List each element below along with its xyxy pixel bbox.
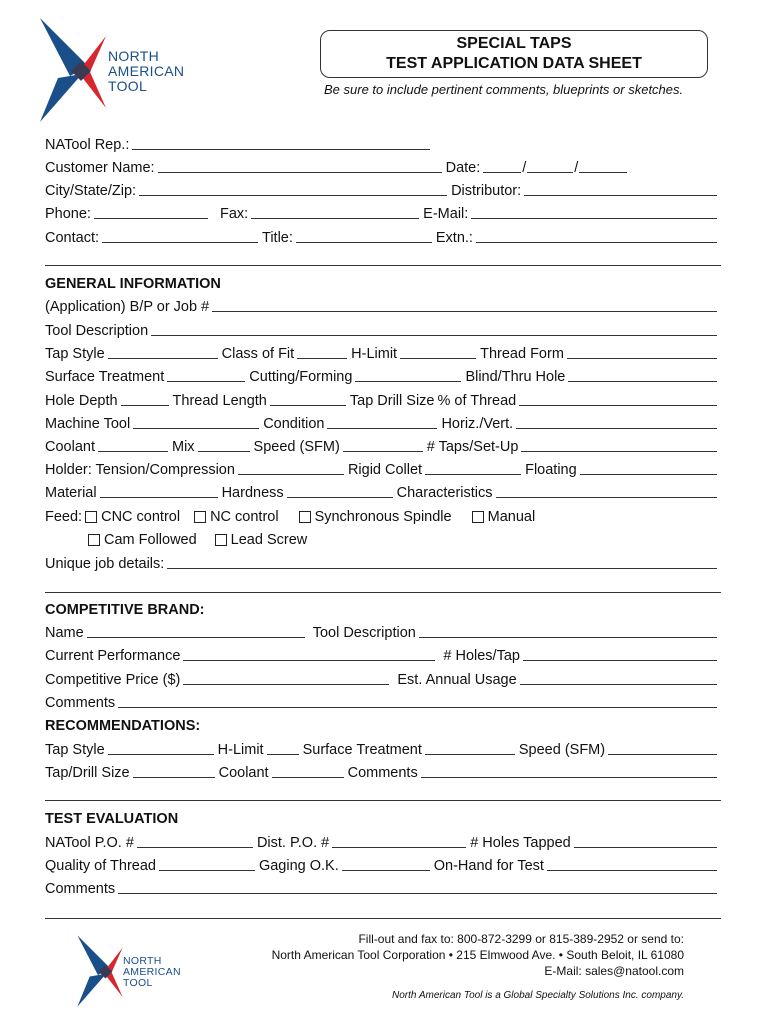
surface-treatment-field[interactable] bbox=[167, 367, 245, 382]
customer-name-field[interactable] bbox=[158, 158, 442, 173]
feed-label: Feed: bbox=[45, 509, 83, 525]
divider bbox=[45, 265, 721, 266]
date-sep1: / bbox=[522, 160, 527, 176]
title-label: Title: bbox=[262, 230, 293, 246]
email-label: E-Mail: bbox=[423, 206, 469, 222]
rec-comments-field[interactable] bbox=[421, 763, 717, 778]
holder-label: Holder: Tension/Compression bbox=[45, 462, 235, 478]
thread-form-label: Thread Form bbox=[480, 346, 564, 362]
row-natool-rep bbox=[45, 134, 721, 154]
customer-name-label: Customer Name: bbox=[45, 160, 155, 176]
hole-depth-field[interactable] bbox=[121, 391, 169, 406]
quality-of-thread-label: Quality of Thread bbox=[45, 858, 156, 874]
characteristics-field[interactable] bbox=[496, 483, 717, 498]
row-feed bbox=[45, 506, 721, 526]
page-title-line1: SPECIAL TAPS bbox=[456, 35, 572, 52]
tool-description-field[interactable] bbox=[151, 321, 717, 336]
general-info-heading: GENERAL INFORMATION bbox=[45, 276, 221, 292]
taps-setup-label: # Taps/Set-Up bbox=[426, 439, 519, 455]
cnc-label: CNC control bbox=[101, 509, 181, 525]
feed-option-nc[interactable] bbox=[194, 508, 279, 526]
hardness-label: Hardness bbox=[221, 485, 284, 501]
pct-thread-field[interactable] bbox=[519, 391, 717, 406]
rigid-collet-field[interactable] bbox=[425, 460, 521, 475]
row-comp-name bbox=[45, 622, 721, 642]
manual-checkbox[interactable] bbox=[472, 511, 484, 523]
comp-comments-label: Comments bbox=[45, 695, 116, 711]
hardness-field[interactable] bbox=[287, 483, 393, 498]
row-rec-tap-style bbox=[45, 739, 721, 759]
row-unique-job bbox=[45, 553, 721, 573]
row-rec-tap-drill bbox=[45, 762, 721, 782]
holes-per-tap-label: # Holes/Tap bbox=[443, 648, 520, 664]
natool-po-field[interactable] bbox=[137, 833, 253, 848]
speed-sfm-label: Speed (SFM) bbox=[253, 439, 340, 455]
email-field[interactable] bbox=[471, 204, 717, 219]
fax-label: Fax: bbox=[219, 206, 249, 222]
rec-h-limit-field[interactable] bbox=[267, 740, 299, 755]
h-limit-label: H-Limit bbox=[351, 346, 398, 362]
rec-comments-label: Comments bbox=[347, 765, 418, 781]
floating-label: Floating bbox=[525, 462, 577, 478]
row-competitive-price bbox=[45, 669, 721, 689]
footer-tagline: North American Tool is a Global Specialty Solutions Inc. company. bbox=[392, 990, 684, 1001]
logo-line3: TOOL bbox=[108, 78, 148, 94]
divider bbox=[45, 800, 721, 801]
floating-field[interactable] bbox=[580, 460, 717, 475]
mix-label: Mix bbox=[171, 439, 195, 455]
cutting-forming-field[interactable] bbox=[355, 367, 461, 382]
comp-comments-field[interactable] bbox=[118, 693, 717, 708]
natool-rep-field[interactable] bbox=[132, 135, 430, 150]
blind-thru-label: Blind/Thru Hole bbox=[465, 369, 566, 385]
divider bbox=[45, 592, 721, 593]
row-quality bbox=[45, 855, 721, 875]
row-tap-style bbox=[45, 343, 721, 363]
class-of-fit-label: Class of Fit bbox=[221, 346, 295, 362]
extn-field[interactable] bbox=[476, 228, 717, 243]
distributor-field[interactable] bbox=[524, 181, 717, 196]
date-day-field[interactable] bbox=[527, 158, 573, 173]
coolant-field[interactable] bbox=[98, 437, 168, 452]
tap-drill-size-label: Tap Drill Size bbox=[349, 393, 435, 409]
city-state-zip-label: City/State/Zip: bbox=[45, 183, 137, 199]
est-annual-usage-label: Est. Annual Usage bbox=[397, 672, 517, 688]
cam-checkbox[interactable] bbox=[88, 534, 100, 546]
extn-label: Extn.: bbox=[435, 230, 473, 246]
footer-line2: North American Tool Corporation • 215 Elmwood Ave. • South Beloit, IL 61080 bbox=[271, 948, 684, 962]
distributor-label: Distributor: bbox=[451, 183, 522, 199]
gaging-ok-label: Gaging O.K. bbox=[258, 858, 339, 874]
tool-description-label: Tool Description bbox=[45, 323, 149, 339]
divider bbox=[45, 918, 721, 919]
city-state-zip-field[interactable] bbox=[139, 181, 447, 196]
feed-option-cnc[interactable] bbox=[85, 508, 180, 526]
holes-tapped-field[interactable] bbox=[574, 833, 717, 848]
title-field[interactable] bbox=[296, 228, 432, 243]
dist-po-field[interactable] bbox=[332, 833, 466, 848]
footer-line1: Fill-out and fax to: 800-872-3299 or 815-389-2952 or send to: bbox=[358, 932, 684, 946]
comp-tool-description-label: Tool Description bbox=[312, 625, 416, 641]
row-machine-tool bbox=[45, 413, 721, 433]
est-annual-usage-field[interactable] bbox=[520, 670, 717, 685]
recommendations-heading: RECOMMENDATIONS: bbox=[45, 718, 201, 734]
machine-tool-label: Machine Tool bbox=[45, 416, 131, 432]
test-comments-field[interactable] bbox=[118, 879, 717, 894]
cutting-forming-label: Cutting/Forming bbox=[249, 369, 353, 385]
rec-surface-treatment-field[interactable] bbox=[425, 740, 515, 755]
row-hole-depth bbox=[45, 390, 721, 410]
horiz-vert-field[interactable] bbox=[516, 414, 717, 429]
rec-coolant-field[interactable] bbox=[272, 763, 344, 778]
rec-tap-style-label: Tap Style bbox=[45, 742, 105, 758]
manual-label: Manual bbox=[487, 509, 536, 525]
cam-label: Cam Followed bbox=[104, 532, 197, 548]
on-hand-field[interactable] bbox=[547, 856, 717, 871]
rec-tap-drill-field[interactable] bbox=[133, 763, 215, 778]
footer-contact bbox=[272, 931, 684, 979]
feed-option-lead-screw[interactable] bbox=[215, 531, 308, 549]
thread-length-label: Thread Length bbox=[172, 393, 267, 409]
gaging-ok-field[interactable] bbox=[342, 856, 430, 871]
footer-line3: E-Mail: sales@natool.com bbox=[544, 964, 684, 978]
current-performance-field[interactable] bbox=[183, 646, 435, 661]
machine-tool-field[interactable] bbox=[133, 414, 259, 429]
competitive-price-field[interactable] bbox=[183, 670, 389, 685]
application-field[interactable] bbox=[212, 297, 717, 312]
competitive-price-label: Competitive Price ($) bbox=[45, 672, 181, 688]
condition-field[interactable] bbox=[327, 414, 437, 429]
phone-label: Phone: bbox=[45, 206, 91, 222]
synchronous-label: Synchronous Spindle bbox=[314, 509, 452, 525]
date-label: Date: bbox=[445, 160, 481, 176]
page-title-line2: TEST APPLICATION DATA SHEET bbox=[386, 55, 642, 72]
row-material bbox=[45, 482, 721, 502]
rec-tap-style-field[interactable] bbox=[108, 740, 214, 755]
page-subtitle: Be sure to include pertinent comments, blueprints or sketches. bbox=[324, 82, 684, 97]
company-logo bbox=[38, 16, 218, 124]
logo-line1: NORTH bbox=[108, 48, 160, 64]
contact-field[interactable] bbox=[102, 228, 258, 243]
rec-speed-sfm-field[interactable] bbox=[608, 740, 717, 755]
footer-logo-line3: TOOL bbox=[123, 977, 153, 989]
taps-setup-field[interactable] bbox=[521, 437, 717, 452]
lead-screw-label: Lead Screw bbox=[230, 532, 308, 548]
row-test-comments bbox=[45, 878, 721, 898]
row-surface-treatment bbox=[45, 366, 721, 386]
blind-thru-field[interactable] bbox=[568, 367, 717, 382]
coolant-label: Coolant bbox=[45, 439, 95, 455]
nc-label: NC control bbox=[210, 509, 279, 525]
date-month-field[interactable] bbox=[483, 158, 521, 173]
phone-field[interactable] bbox=[94, 204, 208, 219]
row-coolant bbox=[45, 436, 721, 456]
feed-option-synchronous[interactable] bbox=[299, 508, 452, 526]
rigid-collet-label: Rigid Collet bbox=[347, 462, 423, 478]
holes-per-tap-field[interactable] bbox=[523, 646, 717, 661]
holder-field[interactable] bbox=[238, 460, 344, 475]
rec-coolant-label: Coolant bbox=[218, 765, 269, 781]
horiz-vert-label: Horiz./Vert. bbox=[441, 416, 514, 432]
test-comments-label: Comments bbox=[45, 881, 116, 897]
row-holder bbox=[45, 459, 721, 479]
nc-checkbox[interactable] bbox=[194, 511, 206, 523]
synchronous-checkbox[interactable] bbox=[299, 511, 311, 523]
speed-sfm-field[interactable] bbox=[343, 437, 423, 452]
row-comp-comments bbox=[45, 692, 721, 712]
row-tool-description bbox=[45, 320, 721, 340]
row-city bbox=[45, 180, 721, 200]
date-sep2: / bbox=[574, 160, 579, 176]
test-evaluation-heading: TEST EVALUATION bbox=[45, 811, 179, 827]
application-label: (Application) B/P or Job # bbox=[45, 299, 210, 315]
holes-tapped-label: # Holes Tapped bbox=[470, 835, 571, 851]
comp-tool-description-field[interactable] bbox=[419, 623, 717, 638]
dist-po-label: Dist. P.O. # bbox=[256, 835, 330, 851]
row-current-performance bbox=[45, 645, 721, 665]
date-year-field[interactable] bbox=[579, 158, 627, 173]
unique-job-label: Unique job details: bbox=[45, 556, 165, 572]
fax-field[interactable] bbox=[251, 204, 419, 219]
footer-logo-line1: NORTH bbox=[123, 955, 162, 967]
class-of-fit-field[interactable] bbox=[297, 344, 347, 359]
footer-logo-line2: AMERICAN bbox=[123, 966, 181, 978]
tap-style-label: Tap Style bbox=[45, 346, 105, 362]
material-label: Material bbox=[45, 485, 97, 501]
row-phone bbox=[45, 203, 721, 223]
row-natool-po bbox=[45, 832, 721, 852]
comp-name-field[interactable] bbox=[87, 623, 305, 638]
rec-h-limit-label: H-Limit bbox=[217, 742, 264, 758]
pct-thread-label: % of Thread bbox=[437, 393, 517, 409]
comp-name-label: Name bbox=[45, 625, 84, 641]
on-hand-label: On-Hand for Test bbox=[433, 858, 544, 874]
natool-po-label: NATool P.O. # bbox=[45, 835, 134, 851]
unique-job-field[interactable] bbox=[167, 554, 717, 569]
logo-mark-icon bbox=[38, 16, 108, 124]
row-contact bbox=[45, 227, 721, 247]
row-application bbox=[45, 296, 721, 316]
cnc-checkbox[interactable] bbox=[85, 511, 97, 523]
h-limit-field[interactable] bbox=[400, 344, 476, 359]
surface-treatment-label: Surface Treatment bbox=[45, 369, 165, 385]
footer-logo-mark-icon bbox=[76, 934, 124, 1008]
natool-rep-label: NATool Rep.: bbox=[45, 137, 130, 153]
feed-option-manual[interactable] bbox=[472, 508, 536, 526]
rec-speed-sfm-label: Speed (SFM) bbox=[518, 742, 606, 758]
material-field[interactable] bbox=[100, 483, 218, 498]
thread-length-field[interactable] bbox=[270, 391, 346, 406]
footer-logo bbox=[76, 934, 196, 1008]
mix-field[interactable] bbox=[198, 437, 250, 452]
logo-line2: AMERICAN bbox=[108, 63, 185, 79]
quality-of-thread-field[interactable] bbox=[159, 856, 255, 871]
row-feed-2 bbox=[88, 529, 688, 549]
hole-depth-label: Hole Depth bbox=[45, 393, 118, 409]
tap-style-field[interactable] bbox=[108, 344, 218, 359]
thread-form-field[interactable] bbox=[567, 344, 717, 359]
rec-surface-treatment-label: Surface Treatment bbox=[302, 742, 422, 758]
row-customer bbox=[45, 157, 721, 177]
feed-option-cam[interactable] bbox=[88, 531, 197, 549]
characteristics-label: Characteristics bbox=[396, 485, 493, 501]
competitive-brand-heading: COMPETITIVE BRAND: bbox=[45, 602, 205, 618]
title-box bbox=[320, 30, 708, 78]
rec-tap-drill-label: Tap/Drill Size bbox=[45, 765, 130, 781]
current-performance-label: Current Performance bbox=[45, 648, 181, 664]
lead-screw-checkbox[interactable] bbox=[215, 534, 227, 546]
condition-label: Condition bbox=[263, 416, 325, 432]
contact-label: Contact: bbox=[45, 230, 99, 246]
